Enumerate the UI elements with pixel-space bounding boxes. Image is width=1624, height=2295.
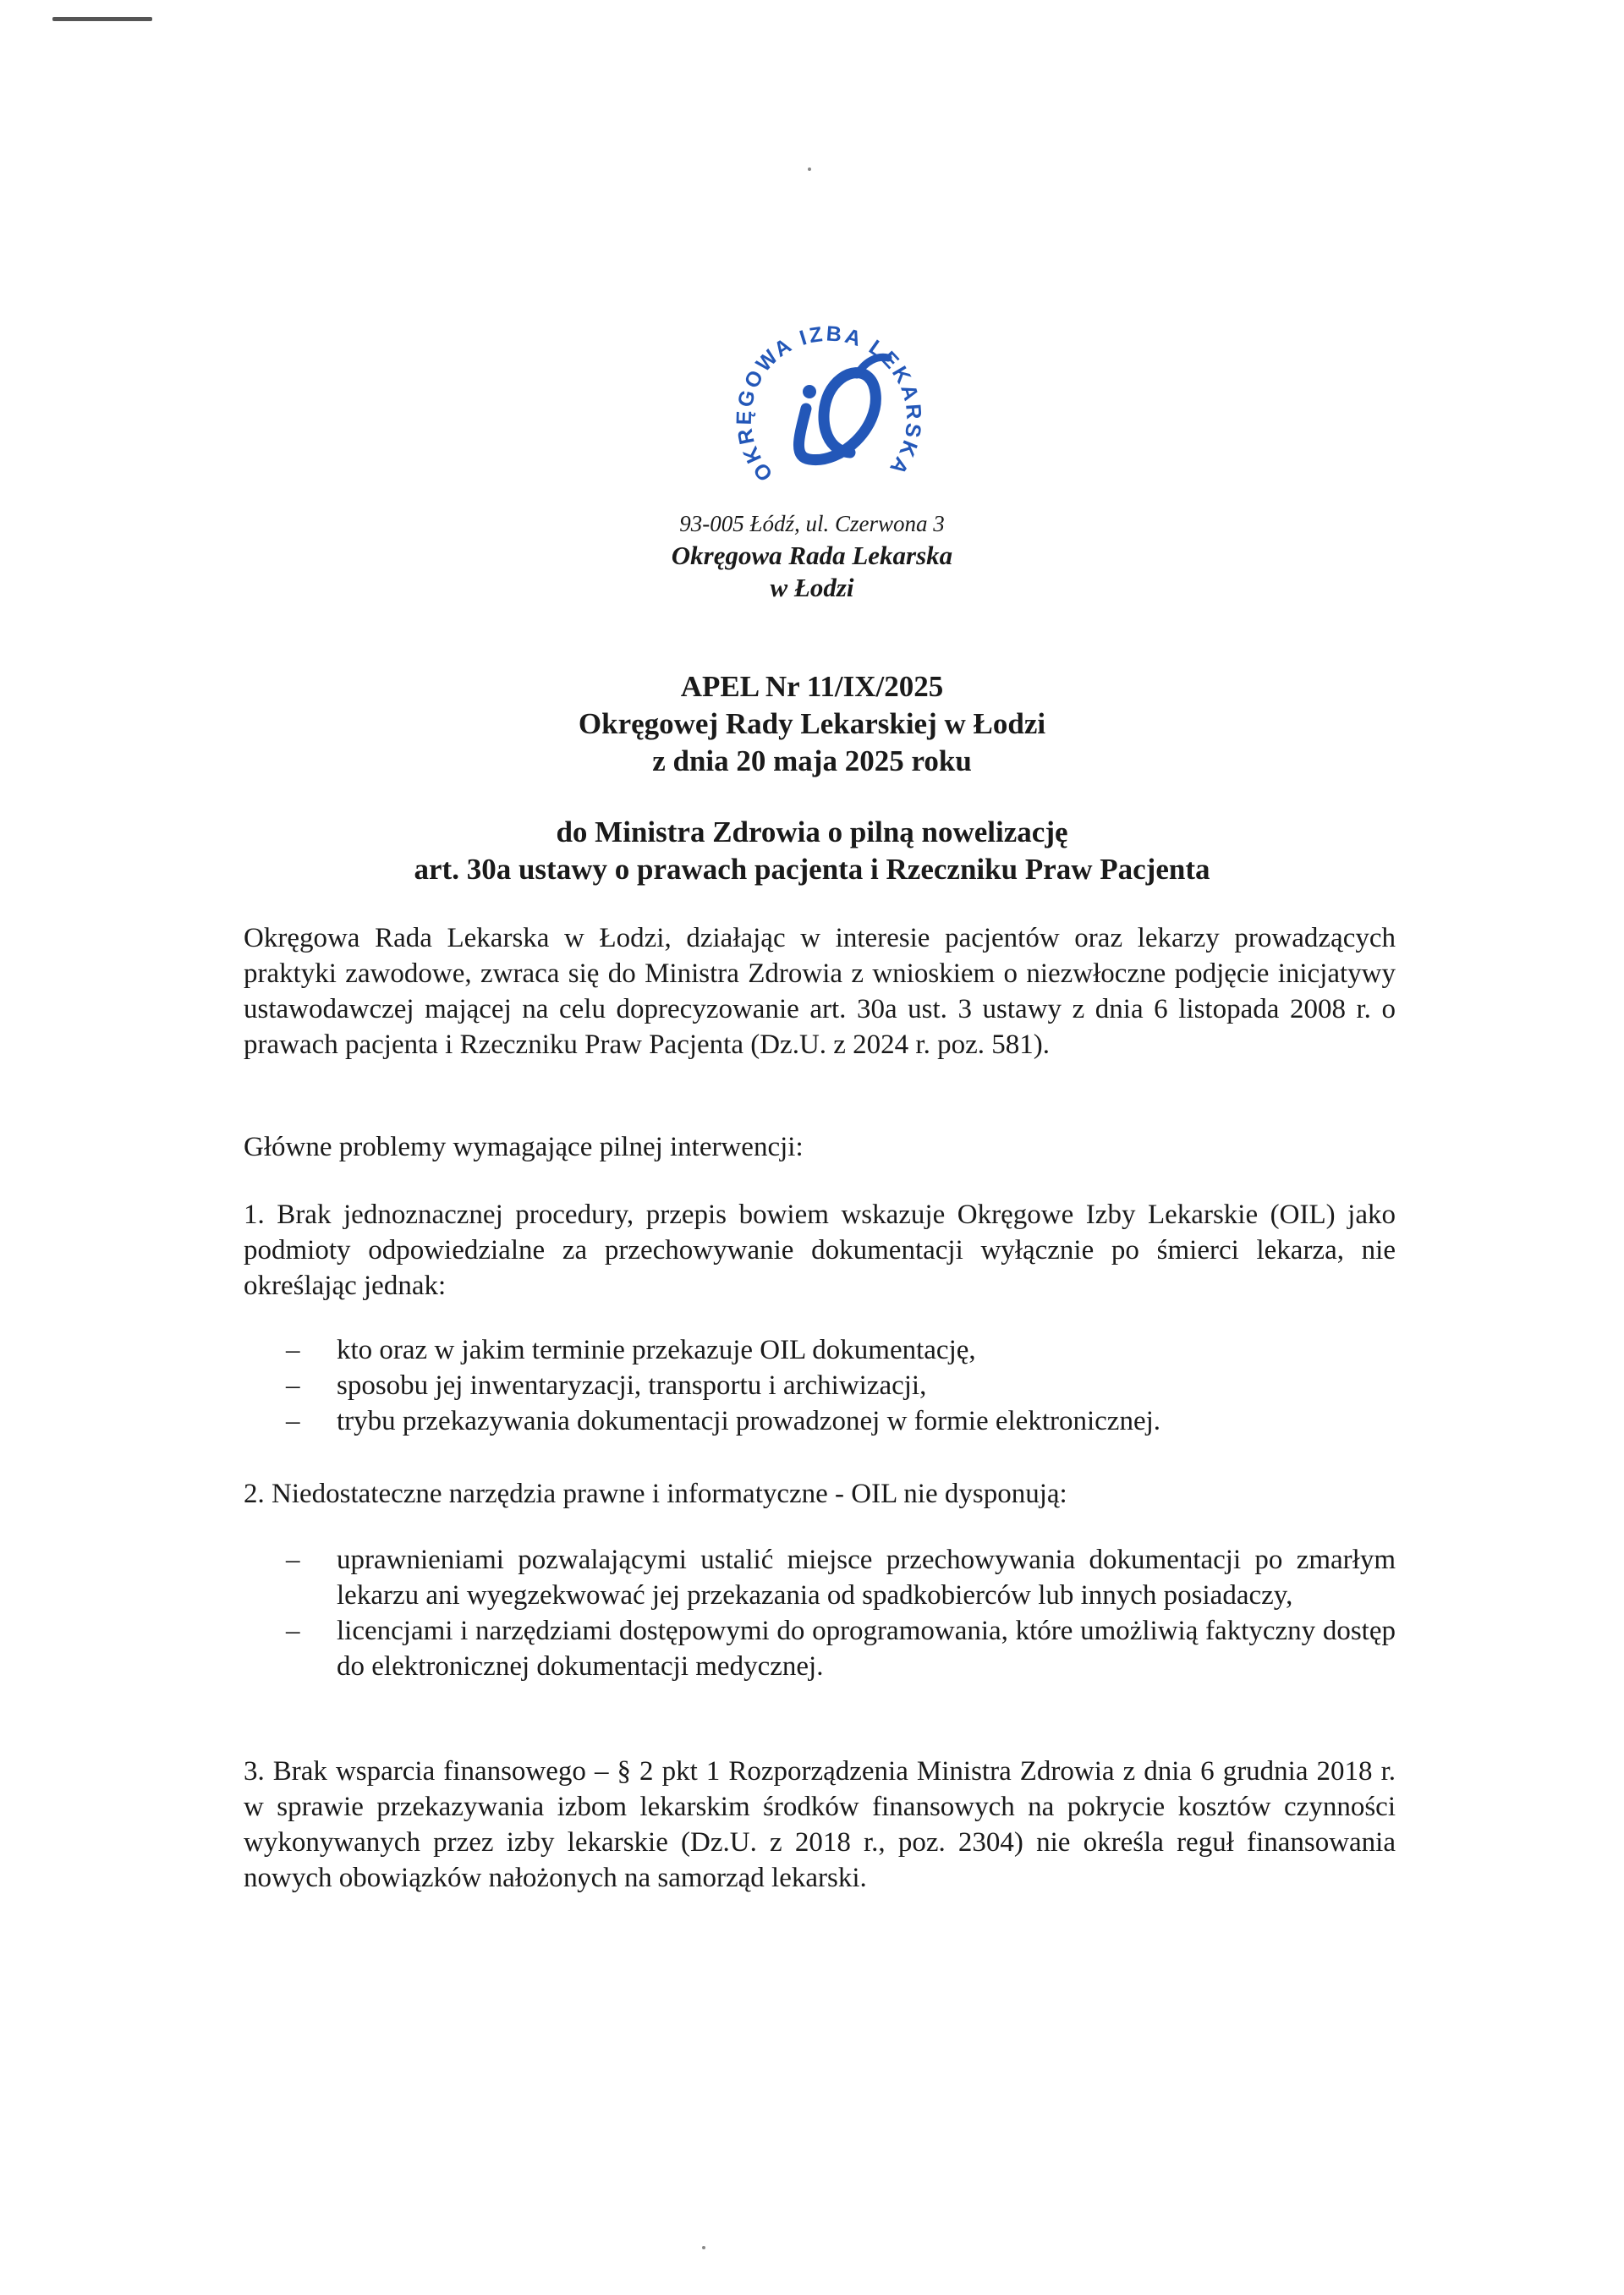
chamber-logo [715,309,943,512]
subtitle-line-2: art. 30a ustawy o prawach pacjenta i Rzeczniku Praw Pacjenta [414,853,1210,886]
document-subtitle [0,814,1624,888]
letterhead [0,508,1624,604]
title-line-1: APEL Nr 11/IX/2025 [680,670,944,703]
letterhead-address: 93-005 Łódź, ul. Czerwona 3 [679,511,945,536]
point-1-text: 1. Brak jednoznacznej procedury, przepis bowiem wskazuje Okręgowe Izby Lekarskie (OIL) jako podmioty odpowiedzialne za przechowywanie dokumentacji wyłącznie po śmierci lekarza, nie określając jednak: [244,1200,1396,1301]
scan-artifact-dot [702,2246,705,2249]
logo-i-dot [803,385,816,398]
subtitle-line-1: do Ministra Zdrowia o pilną nowelizację [556,815,1068,848]
list-item: – licencjami i narzędziami dostępowymi do oprogramowania, które umożliwią faktyczny dostęp do elektronicznej dokumentacji medycznej. [244,1613,1396,1684]
list-item: – uprawnieniami pozwalającymi ustalić miejsce przechowywania dokumentacji po zmarłym lekarzu ani wyegzekwować jej przekazania od spadkobierców lub innych posiadaczy, [244,1542,1396,1613]
point-3-text: 3. Brak wsparcia finansowego – § 2 pkt 1 Rozporządzenia Ministra Zdrowia z dnia 6 grudnia 2018 r. w sprawie przekazywania izbom lekarskim środków finansowych na pokrycie kosztów czynności wykonywanych przez izby lekarskie (Dz.U. z 2018 r., poz. 2304) nie określa reguł finansowania nowych obowiązków nałożonych na samorząd lekarski. [244,1756,1396,1893]
chamber-logo-seal [715,309,943,512]
letterhead-org-line2: w Łodzi [770,573,854,602]
list-item: – trybu przekazywania dokumentacji prowadzonej w formie elektronicznej. [244,1403,1396,1439]
problems-heading: Główne problemy wymagające pilnej interwencji: [244,1132,804,1162]
point-1-list [244,1332,1396,1439]
logo-ring-text: OKRĘGOWA IZBA LEKARSKA [732,321,926,486]
intro-paragraph: Okręgowa Rada Lekarska w Łodzi, działając w interesie pacjentów oraz lekarzy prowadzących praktyki zawodowe, zwraca się do Ministra Zdrowia z wnioskiem o niezwłoczne podjęcie inicjatywy ustawodawczej mającej na celu doprecyzowanie art. 30a ust. 3 ustawy z dnia 6 listopada 2008 r. o prawach pacjenta i Rzeczniku Praw Pacjenta (Dz.U. z 2024 r. poz. 581). [244,923,1396,1060]
list-item: – sposobu jej inwentaryzacji, transportu i archiwizacji, [244,1368,1396,1403]
title-line-2: Okręgowej Rady Lekarskiej w Łodzi [578,707,1046,740]
scan-artifact-line [52,17,152,21]
list-item: – kto oraz w jakim terminie przekazuje OIL dokumentację, [244,1332,1396,1368]
point-2-list [244,1542,1396,1684]
letterhead-org-line1: Okręgowa Rada Lekarska [671,541,953,570]
point-2-text: 2. Niedostateczne narzędzia prawne i informatyczne - OIL nie dysponują: [244,1479,1067,1509]
title-line-3: z dnia 20 maja 2025 roku [652,744,972,777]
scan-artifact-dot [808,167,811,171]
document-title [0,668,1624,780]
